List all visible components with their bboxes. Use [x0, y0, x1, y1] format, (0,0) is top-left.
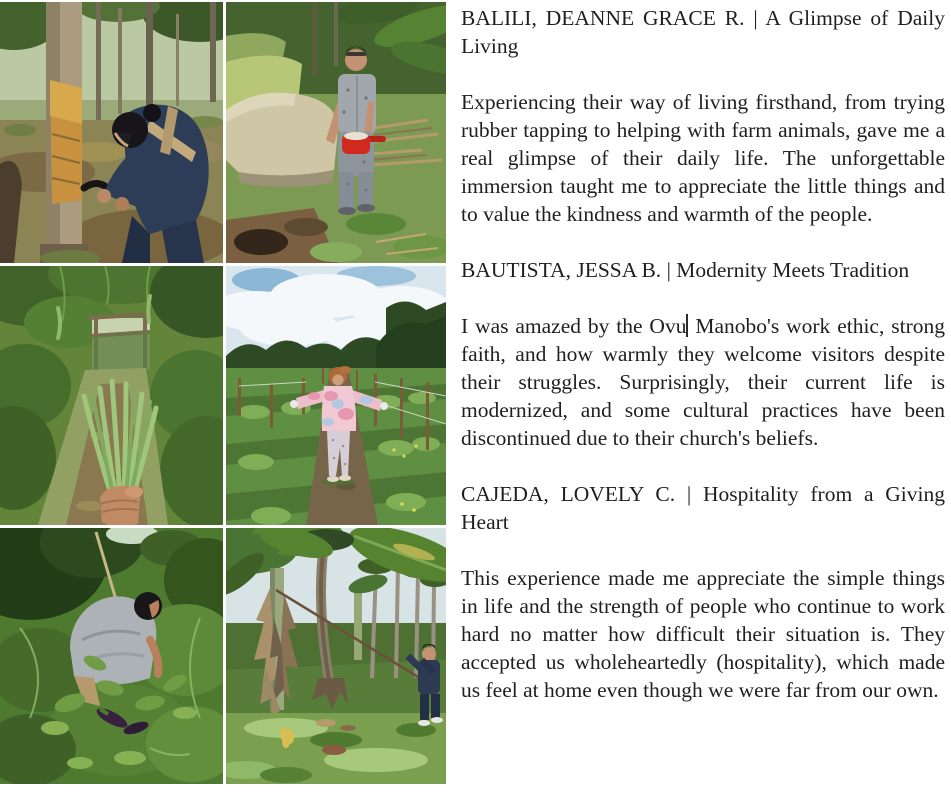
body-before-cursor: I was amazed by the Ovu: [461, 314, 687, 338]
testimonial-heading: [461, 256, 945, 284]
rubber-tapping-illustration: [0, 2, 223, 263]
pole-harvesting-illustration: [226, 528, 446, 784]
separator-pipe: |: [753, 6, 758, 30]
photo-string-beans: [0, 266, 223, 525]
photo-pole-harvesting: [226, 528, 446, 784]
author-name: BAUTISTA, JESSA B.: [461, 258, 662, 282]
separator-pipe: |: [666, 258, 671, 282]
field-pose-illustration: [226, 266, 446, 525]
testimonial-body: This experience made me appreciate the simple things in life and the strength of people who continue to work hard no matter how difficult their situation is. They accepted us wholeheartedly (hospitality), which made us feel at home even though we were far from our own.: [461, 566, 945, 702]
photo-farm-chores: [226, 2, 446, 263]
testimonial-entry-balili: [461, 4, 945, 228]
photo-rubber-tapping: [0, 2, 223, 263]
author-name: CAJEDA, LOVELY C.: [461, 482, 676, 506]
photo-collage: [0, 2, 446, 784]
separator-pipe: |: [686, 482, 692, 506]
testimonial-title: Modernity Meets Tradition: [676, 258, 910, 282]
farm-chores-illustration: [226, 2, 446, 263]
author-name: BALILI, DEANNE GRACE R.: [461, 6, 745, 30]
testimonial-entry-cajeda: [461, 480, 945, 704]
testimonial-body: Experiencing their way of living firsthand, from trying rubber tapping to helping with farm animals, gave me a real glimpse of their daily life. The unforgettable immersion taught me to appreciate the little things and to value the kindness and warmth of the people.: [461, 90, 945, 226]
testimonial-body: [461, 312, 945, 452]
tarp: [226, 93, 338, 187]
testimonial-title: Hospitality from a Giving Heart: [461, 482, 946, 534]
photo-field-pose: [226, 266, 446, 525]
photo-eggplant-picking: [0, 528, 223, 784]
rubber-tree: [40, 2, 88, 263]
testimonials-column: [461, 4, 945, 732]
testimonial-heading: [461, 4, 945, 60]
testimonial-heading: [461, 480, 945, 536]
body-after-cursor: Manobo's work ethic, strong faith, and how warmly they welcome visitors despite their struggles. Surprisingly, their current life is modernized, and some cultural practices have been discontinued due to their church's beliefs.: [461, 314, 945, 450]
testimonial-title: A Glimpse of Daily Living: [461, 6, 945, 58]
string-beans-illustration: [0, 266, 223, 525]
eggplant-picking-illustration: [0, 528, 223, 784]
testimonial-entry-bautista: [461, 256, 945, 452]
